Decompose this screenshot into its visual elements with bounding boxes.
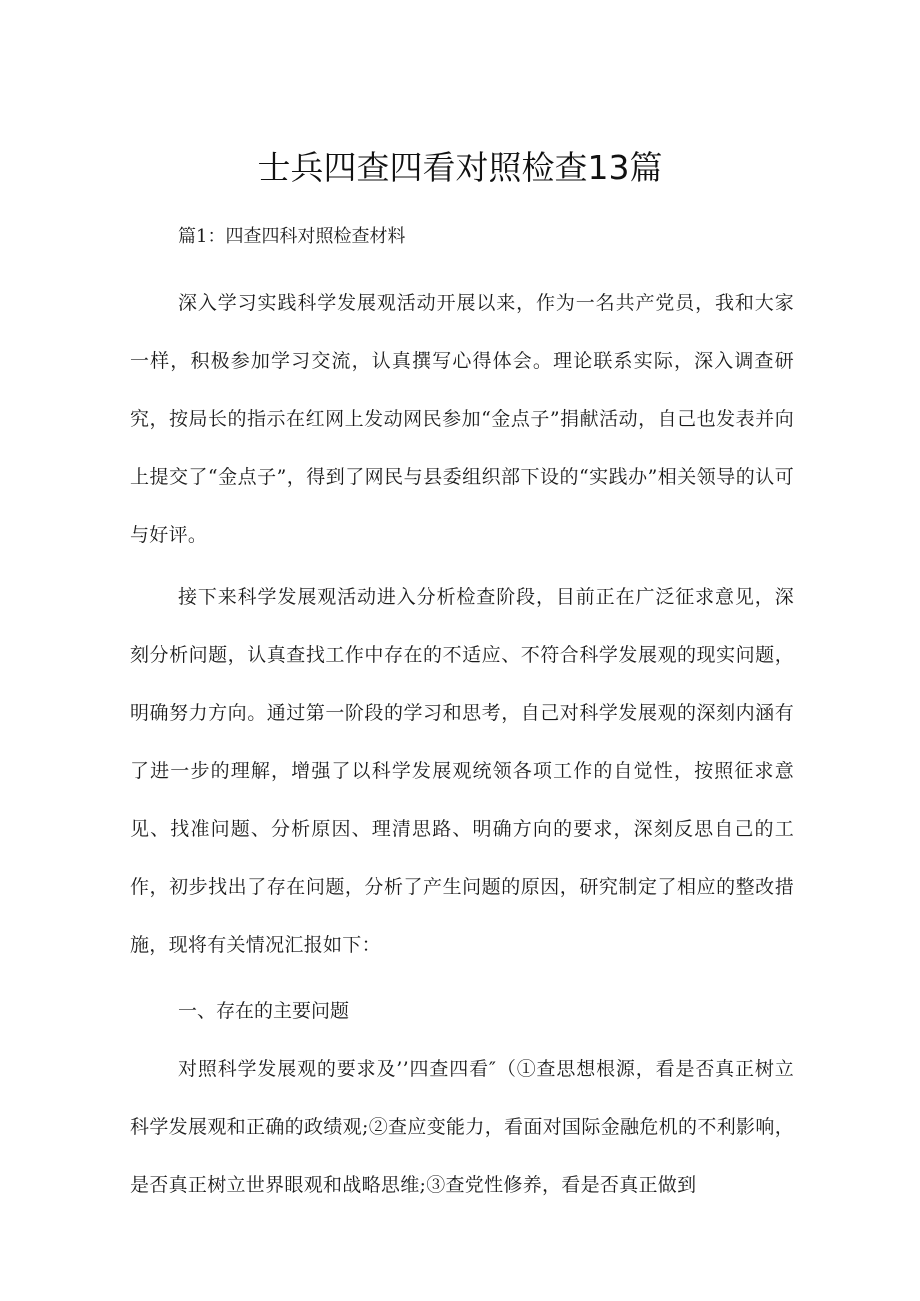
paragraph-intro: 深入学习实践科学发展观活动开展以来，作为一名共产党员，我和大家一样，积极参加学习交流，认真撰写心得体会。理论联系实际，深入调查研究，按局长的指示在红网上发动网民参加“金点子”捐献活动，自己也发表并向上提交了“金点子”，得到了网民与县委组织部下设的“实践办”相关领导的认可与好评。 <box>130 292 794 546</box>
section-heading-main-problems: 一、存在的主要问题 <box>178 1000 350 1022</box>
document-subtitle: 篇1：四查四科对照检查材料 <box>178 226 406 247</box>
document-title: 士兵四查四看对照检查13篇 <box>257 148 663 187</box>
paragraph-problems: 对照科学发展观的要求及’’四查四看″（①查思想根源，看是否真正树立科学发展观和正确的政绩观;②查应变能力，看面对国际金融危机的不利影响，是否真正树立世界眼观和战略思维;③查党性修养，看是否真正做到 <box>130 1058 794 1196</box>
paragraph-analysis: 接下来科学发展观活动进入分析检查阶段，目前正在广泛征求意见，深刻分析问题，认真查找工作中存在的不适应、不符合科学发展观的现实问题，明确努力方向。通过第一阶段的学习和思考，自己对科学发展观的深刻内涵有了进一步的理解，增强了以科学发展观统领各项工作的自觉性，按照征求意见、找准问题、分析原因、理清思路、明确方向的要求，深刻反思自己的工作，初步找出了存在问题，分析了产生问题的原因，研究制定了相应的整改措施，现将有关情况汇报如下： <box>130 586 794 956</box>
